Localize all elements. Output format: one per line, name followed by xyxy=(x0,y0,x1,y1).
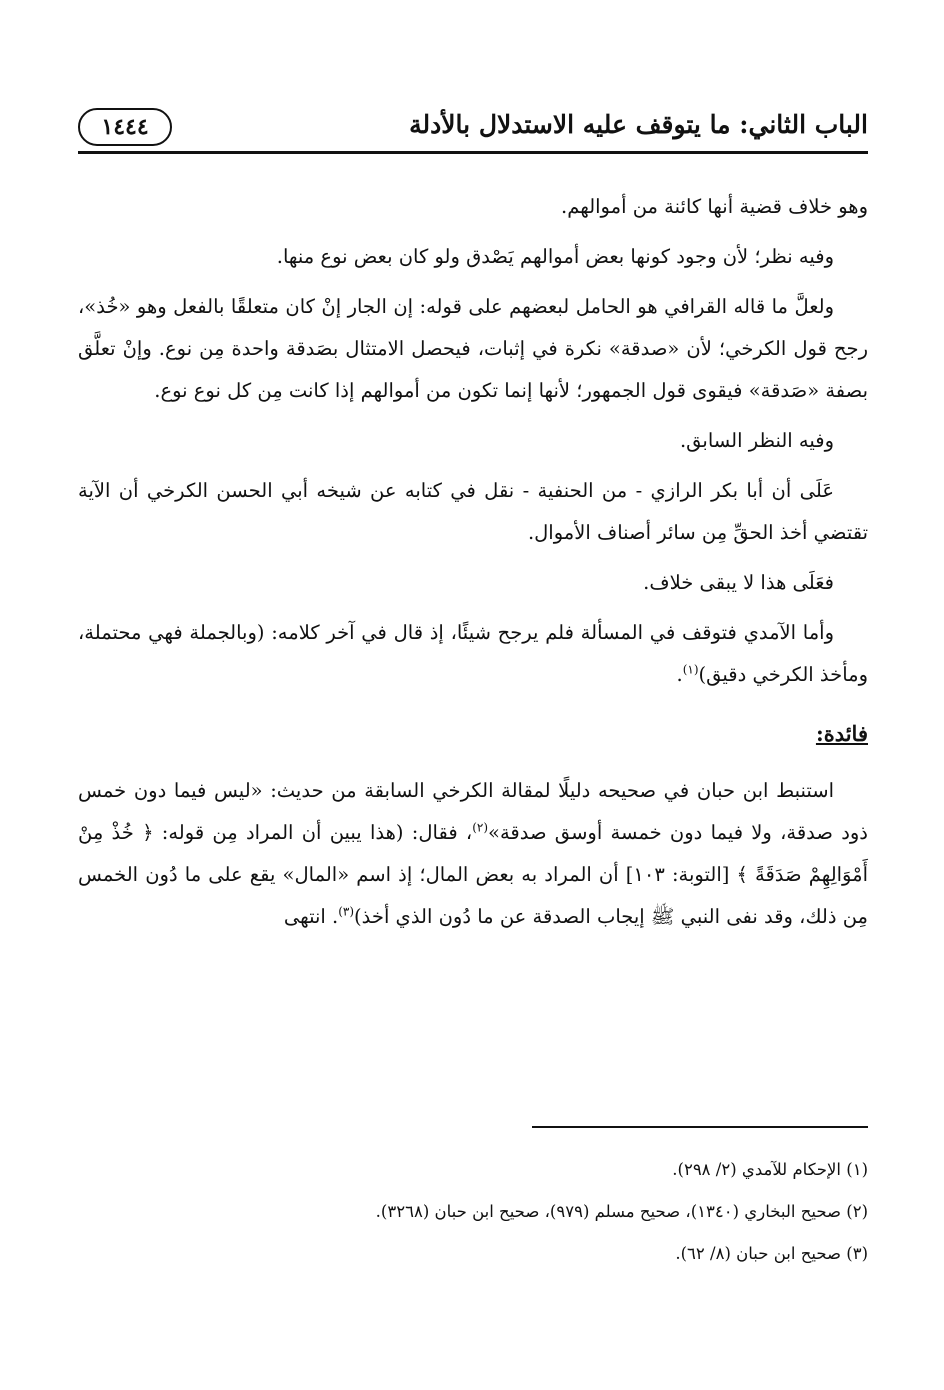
paragraph-8 xyxy=(78,770,868,938)
footnote-ref-2: (٢) xyxy=(472,820,489,835)
footnote-1: (١) الإحكام للآمدي (٢/ ٢٩٨). xyxy=(672,1160,868,1179)
paragraph-7-end: . xyxy=(676,663,683,686)
paragraph-2: وفيه نظر؛ لأن وجود كونها بعض أموالهم يَصْدق ولو كان بعض نوع منها. xyxy=(276,245,834,268)
header-rule xyxy=(78,151,868,154)
footnote-ref-1: (١) xyxy=(682,662,699,677)
paragraph-8-part-a: استنبط ابن حبان في صحيحه دليلًا لمقالة الكرخي السابقة من حديث: «ليس فيما دون خمس ذود صدقة، ولا فيما دون خمسة أوسق صدقة» xyxy=(78,779,868,844)
footnote-separator xyxy=(532,1126,868,1128)
footnote-2: (٢) صحيح البخاري (١٣٤٠)، صحيح مسلم (٩٧٩)، صحيح ابن حبان (٣٢٦٨). xyxy=(375,1202,868,1221)
paragraph-6: فعَلَى هذا لا يبقى خلاف. xyxy=(643,571,834,594)
footnote-ref-3: (٣) xyxy=(338,904,355,919)
footnote-3: (٣) صحيح ابن حبان (٨/ ٦٢). xyxy=(675,1244,868,1263)
paragraph-4: وفيه النظر السابق. xyxy=(679,429,834,452)
running-header xyxy=(78,96,868,156)
paragraph-3: ولعلَّ ما قاله القرافي هو الحامل لبعضهم على قوله: إن الجار إنْ كان متعلقًا بالفعل وهو «خُذ»، رجح قول الكرخي؛ لأن «صدقة» نكرة في إثبات، فيحصل الامتثال بصَدقة واحدة مِن نوع. وإنْ تعلَّق بصفة «صَدقة» فيقوى قول الجمهور؛ لأنها إنما تكون من أموالهم إذا كانت مِن كل نوع نوع. xyxy=(78,295,868,402)
main-text xyxy=(78,186,868,946)
page-number: ١٤٤٤ xyxy=(78,108,172,146)
section-heading: فائدة: xyxy=(815,721,868,746)
paragraph-7 xyxy=(78,612,868,696)
paragraph-8-part-c: . انتهى xyxy=(283,905,339,928)
footnotes xyxy=(78,1150,868,1276)
paragraph-8-part-b: ، فقال: (هذا يبين أن المراد مِن قوله: ﴿ خُذْ مِنْ أَمْوَالِهِمْ صَدَقَةً ﴾ [التوبة: ١٠٣] أن المراد به بعض المال؛ إذ اسم «المال» يقع على ما دُون الخمس مِن ذلك، وقد نفى النبي ﷺ إيجاب الصدقة عن ما دُون الذي أخذ) xyxy=(78,821,868,928)
paragraph-5: عَلَى أن أبا بكر الرازي - من الحنفية - نقل في كتابه عن شيخه أبي الحسن الكرخي أن الآية تقتضي أخذ الحقِّ مِن سائر أصناف الأموال. xyxy=(78,479,868,544)
paragraph-7-text: وأما الآمدي فتوقف في المسألة فلم يرجح شيئًا، إذ قال في آخر كلامه: (وبالجملة فهي محتملة، ومأخذ الكرخي دقيق) xyxy=(78,621,868,686)
paragraph-1: وهو خلاف قضية أنها كائنة من أموالهم. xyxy=(561,195,868,218)
chapter-title: الباب الثاني: ما يتوقف عليه الاستدلال بالأدلة xyxy=(409,110,868,139)
